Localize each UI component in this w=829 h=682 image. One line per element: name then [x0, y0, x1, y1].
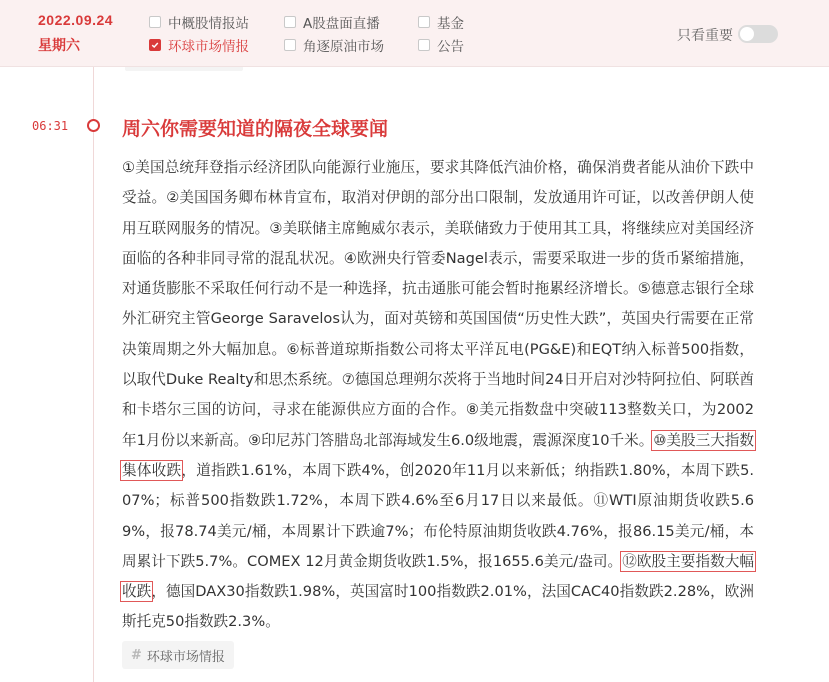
news-feed[interactable]	[0, 67, 829, 682]
filter-checkbox[interactable]	[149, 35, 249, 55]
checkbox-icon	[284, 16, 296, 28]
timeline-line	[93, 67, 94, 682]
checkbox-icon	[149, 16, 161, 28]
important-only-label: 只看重要	[677, 28, 733, 44]
filter-label: 角逐原油市场	[303, 39, 384, 55]
previous-item-tag	[125, 67, 243, 71]
checkbox-icon	[418, 16, 430, 28]
filter-checkbox[interactable]	[284, 35, 384, 55]
toggle-knob	[740, 27, 754, 41]
weekday-label: 星期六	[38, 38, 80, 54]
checkbox-checked-icon	[149, 39, 161, 51]
topic-tag-label: 环球市场情报	[146, 649, 225, 665]
news-body-text: ，德国DAX30指数跌1.98%，英国富时100指数跌2.01%，法国CAC40指数跌2.28%，欧洲斯托克50指数跌2.3%。	[122, 583, 754, 631]
timeline-dot-icon	[87, 119, 100, 132]
filter-label: 中概股情报站	[168, 16, 249, 32]
filter-checkbox[interactable]	[418, 12, 464, 32]
filter-label: 基金	[437, 16, 464, 32]
filter-label: 环球市场情报	[168, 39, 249, 55]
hash-icon: #	[131, 647, 142, 663]
topic-tag[interactable]	[122, 641, 234, 669]
filter-label: 公告	[437, 39, 464, 55]
header-bar	[0, 0, 829, 67]
date-label: 2022.09.24	[38, 12, 114, 28]
filter-checkbox[interactable]	[149, 12, 249, 32]
highlight-us-stocks: ⑩美股三大指数集体收跌	[122, 431, 754, 479]
filter-checkbox[interactable]	[418, 35, 464, 55]
checkbox-icon	[418, 39, 430, 51]
news-time: 06:31	[32, 119, 69, 133]
news-body-text: ①美国总统拜登指示经济团队向能源行业施压，要求其降低汽油价格，确保消费者能从油价下跌中受益。②美国国务卿布林肯宣布，取消对伊朗的部分出口限制，发放通用许可证，以改善伊朗人使用互联网服务的情况。③美联储主席鲍威尔表示，美联储致力于使用其工具，将继续应对美国经济面临的各种非同寻常的混乱状况。④欧洲央行管委Nagel表示，需要采取进一步的货币紧缩措施，对通货膨胀不采取任何行动不是一种选择，抗击通胀可能会暂时拖累经济增长。⑤德意志银行全球外汇研究主管George Saravelos认为，面对英镑和英国国债“历史性大跌”，英国央行需要在正常决策周期之外大幅加息。⑥标普道琼斯指数公司将太平洋瓦电(PG&E)和EQT纳入标普500指数，以取代Duke Realty和思杰系统。⑦德国总理朔尔茨将于当地时间24日开启对沙特阿拉伯、阿联酋和卡塔尔三国的访问，寻求在能源供应方面的合作。⑧美元指数盘中突破113整数关口，为2002年1月份以来新高。⑨印尼苏门答腊岛北部海域发生6.0级地震，震源深度10千米。	[122, 159, 754, 449]
important-only-toggle[interactable]	[738, 25, 778, 43]
highlight-eu-stocks: ⑫欧股主要指数大幅收跌	[122, 552, 754, 601]
news-body	[122, 153, 754, 638]
news-body-text: ，道指跌1.61%，本周下跌4%，创2020年11月以来新低；纳指跌1.80%，本周下跌5.07%；标普500指数跌1.72%，本周下跌4.6%至6月17日以来最低。⑪WTI原油期货收跌5.69%，报78.74美元/桶，本周累计下跌逾7%；布伦特原油期货收跌4.76%，报86.15美元/桶，本周累计下跌5.7%。COMEX 12月黄金期货收跌1.5%，报1655.6美元/盎司。	[122, 461, 754, 570]
filter-label: A股盘面直播	[303, 16, 380, 32]
filter-checkbox[interactable]	[284, 12, 380, 32]
checkbox-icon	[284, 39, 296, 51]
news-title[interactable]: 周六你需要知道的隔夜全球要闻	[122, 118, 389, 140]
